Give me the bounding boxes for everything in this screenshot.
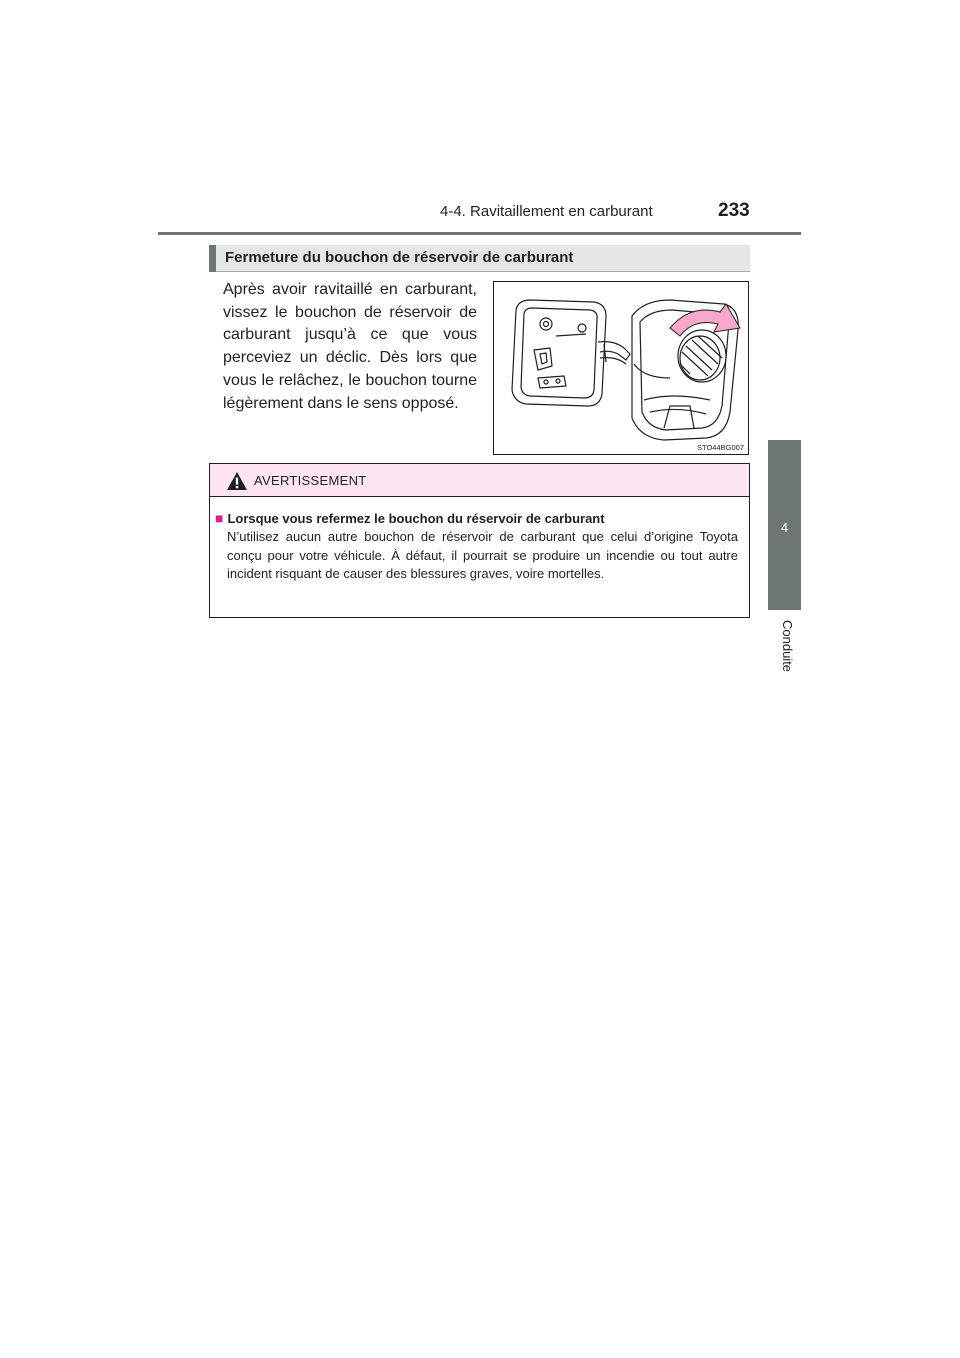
warning-heading [215, 510, 605, 526]
rotation-arrow [670, 304, 740, 336]
header-section-title: 4-4. Ravitaillement en carburant [440, 203, 653, 220]
warning-title: AVERTISSEMENT [254, 473, 367, 488]
section-heading-bar [209, 245, 750, 272]
section-body-text: Après avoir ravitaillé en carburant, vissez le bouchon de réservoir de carburant jusqu’à ce que vous perceviez un déclic. Dès lors que vous le relâchez, le bouchon tourne légèrement dans le sens opposé. [223, 281, 477, 412]
section-heading-accent [209, 245, 216, 272]
fuel-cap-illustration [493, 281, 749, 455]
warning-heading-text: Lorsque vous refermez le bouchon du réservoir de carburant [227, 511, 605, 526]
warning-header [210, 464, 749, 497]
warning-box [209, 463, 750, 618]
warning-body-text: N’utilisez aucun autre bouchon de réservoir de carburant que celui d’origine Toyota conçu pour votre véhicule. À défaut, il pourrait se produire un incendie ou tout autre incident risquant de causer des blessures graves, voire mortelles. [227, 529, 738, 581]
header-divider [158, 232, 801, 235]
page-number: 233 [718, 200, 750, 221]
chapter-tab-label: Conduite [780, 620, 795, 673]
chapter-tab-number: 4 [780, 520, 789, 535]
figure-code: STO44BG007 [697, 443, 744, 452]
warning-bullet-square-icon: ■ [215, 510, 224, 526]
warning-triangle-icon [226, 471, 248, 491]
section-heading-title: Fermeture du bouchon de réservoir de carburant [225, 249, 574, 266]
fuel-door-drawing [494, 282, 750, 456]
